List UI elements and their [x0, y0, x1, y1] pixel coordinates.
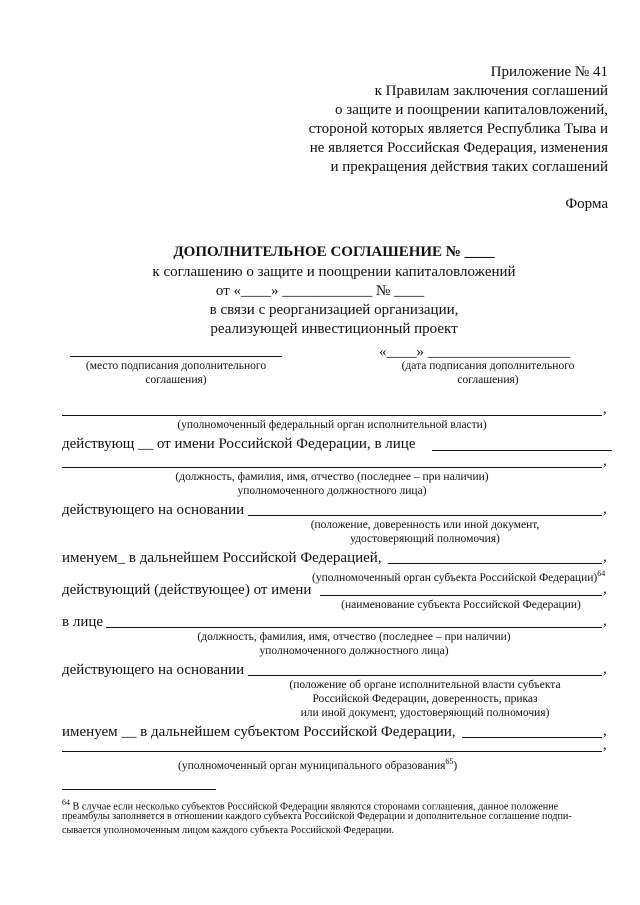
appendix-line-4: стороной которых является Республика Тыва и: [308, 121, 608, 137]
footnote-ref-64: 64: [597, 569, 606, 578]
appendix-line-2: к Правилам заключения соглашений: [374, 83, 608, 99]
municipal-body-line: [62, 751, 602, 752]
date-field: «____» ___________________: [379, 344, 571, 360]
footnote-separator: [62, 789, 216, 790]
comma: ,: [603, 737, 607, 753]
municipal-body-line-top: [462, 737, 602, 738]
caption-official-1a: (должность, фамилия, имя, отчество (последнее – при наличии): [175, 471, 489, 483]
place-field-line: [70, 356, 282, 357]
caption-official-2a: (должность, фамилия, имя, отчество (последнее – при наличии): [197, 631, 511, 643]
appendix-line-1: Приложение № 41: [490, 64, 608, 80]
in-person-text: в лице: [62, 614, 104, 630]
acting-basis-text-1: действующего на основании: [62, 502, 245, 518]
acting-basis-text-2: действующего на основании: [62, 662, 245, 678]
caption-basis-2b: Российской Федерации, доверенность, приказ: [312, 693, 538, 705]
footnote-line-3: сывается уполномоченным лицом каждого субъекта Российской Федерации.: [62, 825, 395, 836]
appendix-line-5: не является Российская Федерация, изменения: [309, 140, 608, 156]
basis-line-1: [248, 515, 602, 516]
comma: ,: [603, 549, 607, 565]
official-name-line-2: [106, 627, 602, 628]
title-line-2: к соглашению о защите и поощрении капиталовложений: [152, 264, 516, 280]
caption-basis-1a: (положение, доверенность или иной документ,: [310, 519, 540, 531]
official-continuation-line-1: [62, 467, 602, 468]
form-label: Форма: [565, 196, 608, 212]
comma: ,: [603, 613, 607, 629]
comma: ,: [603, 581, 607, 597]
footnote-number: 64: [62, 798, 70, 807]
acting-rf-text: действующ __ от имени Российской Федерации, в лице: [62, 436, 416, 452]
footnote-line-1: $^{64}$ В случае если несколько субъектов Российской Федерации являются сторонами соглашения, данное положение: [62, 798, 559, 813]
place-caption-1: (место подписания дополнительного: [85, 360, 267, 372]
date-caption-2: соглашения): [457, 374, 519, 386]
federal-body-line: [62, 415, 602, 416]
footnote-line-2: преамбулы заполняется в отношении каждого субъекта Российской Федерации и дополнительное соглашение подпи-: [62, 811, 572, 822]
appendix-line-6: и прекращения действия таких соглашений: [330, 159, 608, 175]
named-rf-text: именуем_ в дальнейшем Российской Федерацией,: [62, 550, 382, 566]
subject-name-line: [320, 595, 602, 596]
official-name-line-1: [432, 450, 612, 451]
date-caption-1: (дата подписания дополнительного: [401, 360, 575, 372]
caption-basis-1b: удостоверяющий полномочия): [350, 533, 500, 545]
caption-federal-body: (уполномоченный федеральный орган исполнительной власти): [177, 419, 487, 431]
basis-line-2: [248, 675, 602, 676]
caption-official-1b: уполномоченного должностного лица): [237, 485, 427, 497]
comma: ,: [603, 453, 607, 469]
named-subject-text: именуем __ в дальнейшем субъектом Российской Федерации,: [62, 724, 456, 740]
caption-subject-name: (наименование субъекта Российской Федерации): [341, 599, 581, 611]
title-line-4: в связи с реорганизацией организации,: [209, 302, 459, 318]
caption-basis-2a: (положение об органе исполнительной власти субъекта: [289, 679, 561, 691]
caption-basis-2c: или иной документ, удостоверяющий полномочия): [300, 707, 550, 719]
caption-subject-body: (уполномоченный орган субъекта Российской Федерации)$^{64}$: [312, 569, 606, 584]
subject-body-line: [388, 563, 602, 564]
appendix-line-3: о защите и поощрении капиталовложений,: [335, 102, 608, 118]
caption-municipal: (уполномоченный орган муниципального образования$^{65}$): [178, 757, 458, 772]
place-caption-2: соглашения): [145, 374, 207, 386]
comma: ,: [603, 501, 607, 517]
comma: ,: [603, 723, 607, 739]
agreement-title: ДОПОЛНИТЕЛЬНОЕ СОГЛАШЕНИЕ № ____: [173, 244, 495, 260]
comma: ,: [603, 401, 607, 417]
footnote-ref-65: 65: [445, 757, 454, 766]
title-line-5: реализующей инвестиционный проект: [210, 321, 458, 337]
acting-subject-text: действующий (действующее) от имени: [62, 582, 312, 598]
comma: ,: [603, 661, 607, 677]
caption-official-2b: уполномоченного должностного лица): [259, 645, 449, 657]
title-line-3: от «____» ____________ № ____: [215, 283, 425, 299]
